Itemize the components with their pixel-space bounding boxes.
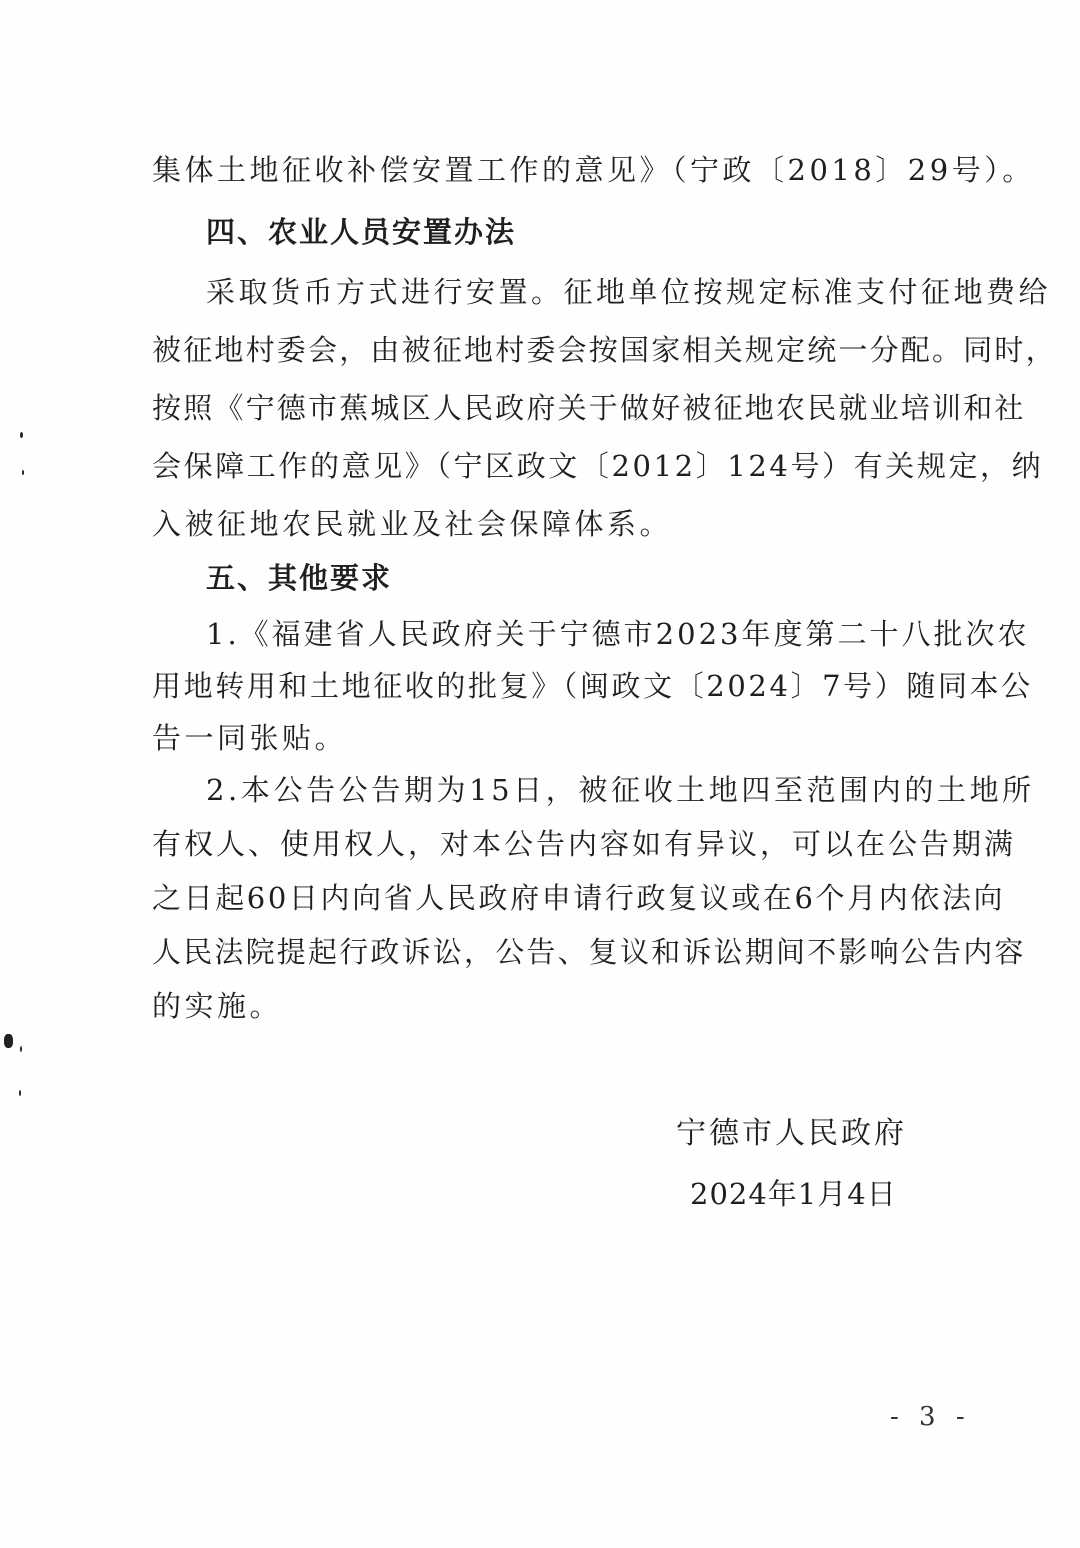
page-number: - 3 -: [890, 1402, 971, 1432]
scan-speck: [20, 1046, 22, 1052]
body-line: 人民法院提起行政诉讼，公告、复议和诉讼期间不影响公告内容: [152, 935, 1026, 969]
body-line: 告一同张贴。: [152, 721, 348, 755]
section-heading: 四、农业人员安置办法: [206, 215, 517, 249]
body-line: 按照《宁德市蕉城区人民政府关于做好被征地农民就业培训和社: [152, 391, 1026, 425]
body-line: 用地转用和土地征收的批复》（闽政文〔2024〕7号）随同本公: [152, 669, 1033, 703]
body-line: 的实施。: [152, 989, 283, 1023]
body-line: 有权人、使用权人，对本公告内容如有异议，可以在公告期满: [152, 827, 1017, 861]
signature-date: 2024年1月4日: [690, 1177, 897, 1211]
body-line: 2.本公告公告期为15日，被征收土地四至范围内的土地所: [206, 773, 1035, 807]
signature-organization: 宁德市人民政府: [676, 1116, 907, 1151]
body-line: 之日起60日内向省人民政府申请行政复议或在6个月内依法向: [152, 881, 1006, 915]
scan-speck: [4, 1034, 13, 1048]
section-heading: 五、其他要求: [206, 561, 393, 595]
body-line: 入被征地农民就业及社会保障体系。: [152, 507, 673, 541]
body-line: 会保障工作的意见》（宁区政文〔2012〕124号）有关规定，纳: [152, 449, 1044, 483]
scan-speck: [20, 432, 23, 438]
body-line: 采取货币方式进行安置。征地单位按规定标准支付征地费给: [206, 275, 1052, 309]
body-line: 集体土地征收补偿安置工作的意见》（宁政〔2018〕29号）。: [152, 153, 1035, 187]
scan-speck: [22, 470, 24, 475]
scan-speck: [19, 1090, 21, 1096]
body-line: 1.《福建省人民政府关于宁德市2023年度第二十八批次农: [206, 617, 1030, 651]
body-line: 被征地村委会，由被征地村委会按国家相关规定统一分配。同时，: [152, 333, 1057, 367]
